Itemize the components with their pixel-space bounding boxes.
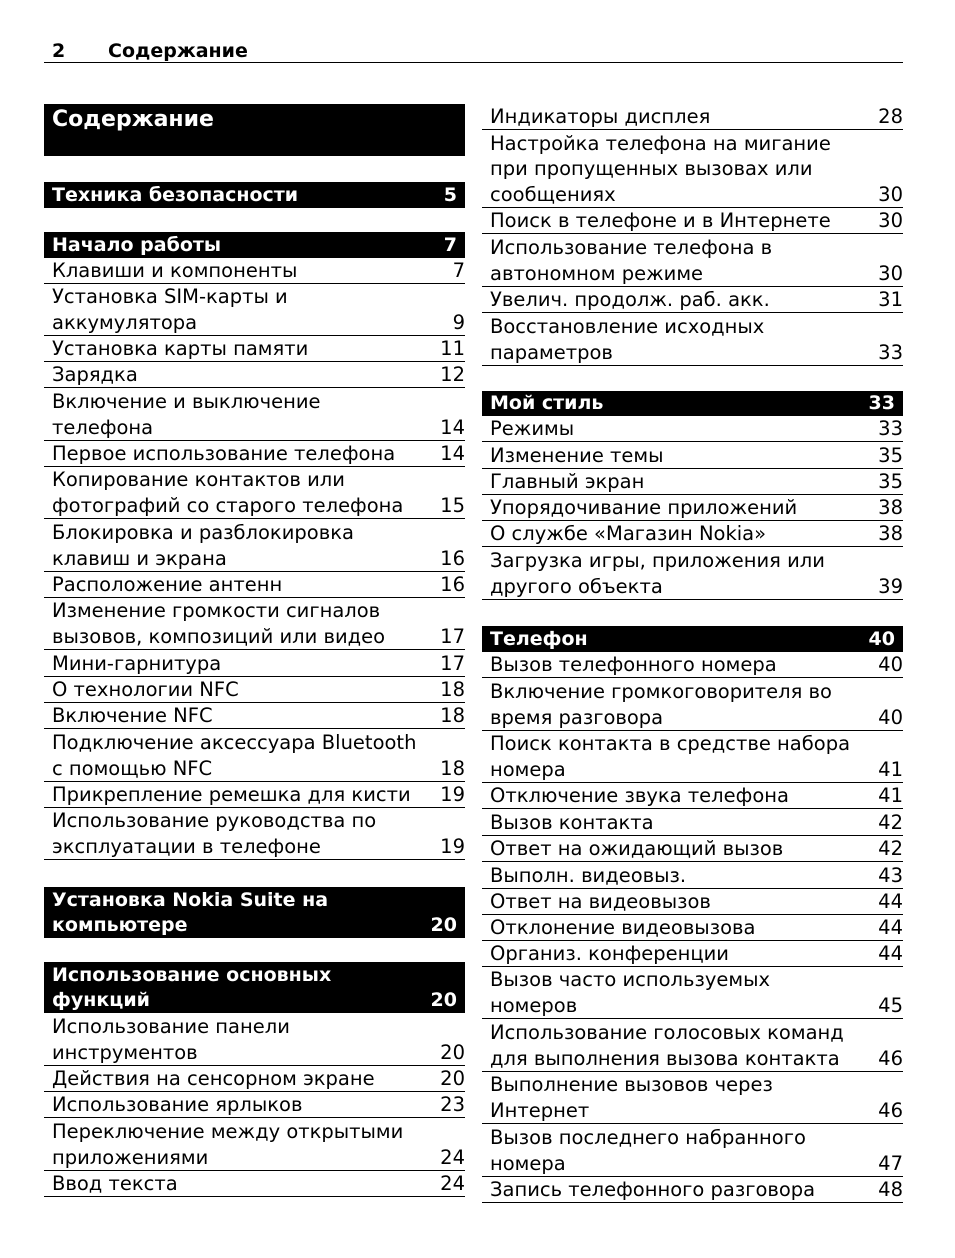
- toc-entry-title: Копирование контактов или фотографий со старого телефона: [52, 468, 404, 517]
- toc-entry[interactable]: [482, 836, 903, 862]
- toc-entry[interactable]: [44, 258, 465, 284]
- toc-entry[interactable]: [482, 234, 903, 287]
- toc-page-number: 28: [878, 104, 903, 128]
- toc-page-number: 7: [443, 234, 457, 256]
- toc-title: Содержание: [44, 104, 465, 156]
- toc-page-number: 23: [440, 1092, 465, 1116]
- toc-page-number: 33: [878, 416, 903, 440]
- toc-entry-title: Вызов телефонного номера: [490, 652, 777, 676]
- toc-entry-title: Поиск контакта в средстве набора номера: [490, 732, 851, 781]
- toc-page-number: 46: [878, 1098, 903, 1122]
- toc-entry-title: Включение NFC: [52, 703, 213, 727]
- toc-entry[interactable]: [44, 441, 465, 467]
- page-header: [44, 38, 903, 63]
- toc-entry-title: Изменение громкости сигналов вызовов, композиций или видео: [52, 599, 386, 648]
- toc-page-number: 40: [878, 705, 903, 729]
- toc-page-number: 35: [878, 469, 903, 493]
- toc-entry[interactable]: [482, 1177, 903, 1203]
- toc-page-number: 20: [440, 1066, 465, 1090]
- toc-page-number: 16: [440, 572, 465, 596]
- toc-entry[interactable]: [44, 1092, 465, 1118]
- toc-entry-title: Мой стиль: [490, 392, 604, 414]
- toc-page-number: 33: [868, 392, 895, 414]
- toc-entry-title: Увелич. продолж. раб. акк.: [490, 287, 770, 311]
- toc-page-number: 48: [878, 1177, 903, 1201]
- toc-page-number: 19: [440, 834, 465, 858]
- toc-entry-title: О службе «Магазин Nokia»: [490, 521, 767, 545]
- toc-entry-title: Блокировка и разблокировка клавиш и экрана: [52, 521, 354, 570]
- toc-page-number: 20: [440, 1040, 465, 1064]
- toc-entry[interactable]: [482, 495, 903, 521]
- toc-entry-title: Использование руководства по эксплуатации в телефоне: [52, 809, 377, 858]
- toc-entry-title: Переключение между открытыми приложениями: [52, 1120, 404, 1169]
- toc-entry[interactable]: [44, 1171, 465, 1197]
- toc-page-number: 30: [878, 182, 903, 206]
- toc-page-number: 30: [878, 261, 903, 285]
- toc-page-number: 44: [878, 915, 903, 939]
- toc-section[interactable]: [44, 962, 465, 1013]
- toc-entry-title: Отключение звука телефона: [490, 783, 789, 807]
- toc-page-number: 31: [878, 287, 903, 311]
- toc-entry[interactable]: [482, 941, 903, 967]
- toc-entry-title: Установка Nokia Suite на компьютере: [52, 889, 329, 936]
- toc-page-number: 14: [440, 441, 465, 465]
- toc-page-number: 16: [440, 546, 465, 570]
- header-title: Содержание: [108, 40, 248, 62]
- toc-entry[interactable]: [482, 287, 903, 313]
- toc-entry-title: Использование голосовых команд для выполнения вызова контакта: [490, 1021, 844, 1070]
- toc-page-number: 30: [878, 208, 903, 232]
- toc-entry[interactable]: [44, 1066, 465, 1092]
- toc-entry[interactable]: [44, 284, 465, 336]
- toc-page-number: 12: [440, 362, 465, 386]
- toc-entry[interactable]: [482, 547, 903, 600]
- toc-entry[interactable]: [44, 519, 465, 572]
- toc-entry[interactable]: [482, 652, 903, 678]
- toc-entry-title: Отклонение видеовызова: [490, 915, 756, 939]
- toc-page-number: 41: [878, 783, 903, 807]
- toc-page-number: 45: [878, 993, 903, 1017]
- toc-entry[interactable]: [44, 598, 465, 650]
- toc-section[interactable]: [482, 626, 903, 652]
- toc-entry-title: Включение и выключение телефона: [52, 390, 321, 439]
- toc-entry-title: Запись телефонного разговора: [490, 1177, 816, 1201]
- toc-entry[interactable]: [482, 731, 903, 783]
- toc-page-number: 20: [430, 914, 457, 936]
- toc-entry[interactable]: [44, 572, 465, 598]
- toc-entry-title: Загрузка игры, приложения или другого объекта: [490, 549, 825, 598]
- toc-entry-title: Организ. конференции: [490, 941, 729, 965]
- toc-page-number: 42: [878, 836, 903, 860]
- toc-entry[interactable]: [482, 967, 903, 1019]
- toc-entry-title: Прикрепление ремешка для кисти: [52, 782, 411, 806]
- toc-entry[interactable]: [44, 1118, 465, 1171]
- toc-entry[interactable]: [482, 783, 903, 809]
- toc-section[interactable]: [44, 182, 465, 208]
- toc-entry[interactable]: [44, 703, 465, 729]
- toc-entry-title: Настройка телефона на мигание при пропущенных вызовах или сообщениях: [490, 131, 831, 206]
- toc-entry-title: Поиск в телефоне и в Интернете: [490, 208, 831, 232]
- toc-entry-title: Клавиши и компоненты: [52, 258, 298, 282]
- toc-entry-title: Ответ на ожидающий вызов: [490, 836, 784, 860]
- toc-column-right: [482, 104, 903, 1203]
- toc-entry-title: О технологии NFC: [52, 677, 239, 701]
- toc-entry[interactable]: [44, 467, 465, 519]
- toc-page-number: 38: [878, 495, 903, 519]
- toc-page-number: 43: [878, 863, 903, 887]
- toc-entry-title: Зарядка: [52, 362, 138, 386]
- toc-page-number: 40: [878, 652, 903, 676]
- toc-entry[interactable]: [44, 1013, 465, 1066]
- toc-page-number: 14: [440, 415, 465, 439]
- toc-entry[interactable]: [482, 862, 903, 889]
- toc-page-number: 18: [440, 756, 465, 780]
- toc-page-number: 44: [878, 941, 903, 965]
- toc-page-number: 19: [440, 782, 465, 806]
- toc-page-number: 44: [878, 889, 903, 913]
- toc-section[interactable]: [44, 887, 465, 938]
- toc-page-number: 18: [440, 677, 465, 701]
- toc-entry-title: Вызов контакта: [490, 810, 654, 834]
- toc-column-left: [44, 104, 465, 1197]
- toc-entry-title: Индикаторы дисплея: [490, 104, 711, 128]
- toc-entry-title: Использование основных функций: [52, 964, 332, 1011]
- toc-entry-title: Вызов часто используемых номеров: [490, 968, 771, 1017]
- toc-page-number: 5: [443, 184, 457, 206]
- toc-page-number: 33: [878, 340, 903, 364]
- toc-entry-title: Выполнение вызовов через Интернет: [490, 1073, 773, 1122]
- toc-page-number: 15: [440, 493, 465, 517]
- toc-page-number: 40: [868, 628, 895, 650]
- toc-entry[interactable]: [482, 1124, 903, 1177]
- toc-entry-title: Использование ярлыков: [52, 1092, 303, 1116]
- toc-entry-title: Изменение темы: [490, 443, 664, 467]
- toc-entry-title: Главный экран: [490, 469, 645, 493]
- toc-page-number: 39: [878, 574, 903, 598]
- toc-page-number: 17: [440, 651, 465, 675]
- toc-page-number: 38: [878, 521, 903, 545]
- toc-entry-title: Установка карты памяти: [52, 336, 309, 360]
- toc-entry-title: Выполн. видеовыз.: [490, 863, 687, 887]
- toc-entry[interactable]: [482, 130, 903, 208]
- toc-entry[interactable]: [482, 915, 903, 941]
- toc-entry-title: Действия на сенсорном экране: [52, 1066, 375, 1090]
- toc-page-number: 18: [440, 703, 465, 727]
- toc-entry[interactable]: [482, 313, 903, 366]
- toc-entry-title: Использование телефона в автономном режиме: [490, 236, 773, 285]
- toc-entry[interactable]: [482, 1019, 903, 1072]
- toc-section[interactable]: [44, 232, 465, 258]
- toc-page-number: 24: [440, 1145, 465, 1169]
- toc-entry[interactable]: [482, 469, 903, 495]
- toc-entry-title: Включение громкоговорителя во время разговора: [490, 680, 832, 729]
- toc-entry[interactable]: [44, 808, 465, 860]
- toc-entry[interactable]: [482, 104, 903, 130]
- toc-entry-title: Режимы: [490, 416, 575, 440]
- toc-entry-title: Использование панели инструментов: [52, 1015, 290, 1064]
- toc-page-number: 17: [440, 624, 465, 648]
- toc-entry[interactable]: [482, 889, 903, 915]
- toc-entry-title: Ввод текста: [52, 1171, 178, 1195]
- toc-page-number: 35: [878, 443, 903, 467]
- toc-entry[interactable]: [482, 416, 903, 442]
- toc-entry[interactable]: [482, 208, 903, 234]
- toc-page-number: 9: [452, 310, 465, 334]
- toc-page-number: 11: [440, 336, 465, 360]
- toc-entry[interactable]: [44, 336, 465, 362]
- toc-entry[interactable]: [44, 650, 465, 677]
- toc-entry[interactable]: [482, 809, 903, 836]
- toc-page-number: 7: [452, 258, 465, 282]
- toc-entry-title: Техника безопасности: [52, 184, 299, 206]
- toc-entry-title: Ответ на видеовызов: [490, 889, 711, 913]
- toc-entry[interactable]: [44, 362, 465, 388]
- toc-entry-title: Телефон: [490, 628, 588, 650]
- toc-entry[interactable]: [482, 678, 903, 731]
- toc-entry-title: Вызов последнего набранного номера: [490, 1126, 806, 1175]
- toc-entry-title: Восстановление исходных параметров: [490, 315, 765, 364]
- toc-page-number: 24: [440, 1171, 465, 1195]
- toc-page-number: 46: [878, 1046, 903, 1070]
- toc-entry-title: Мини-гарнитура: [52, 651, 222, 675]
- toc-page-number: 20: [430, 989, 457, 1011]
- toc-entry[interactable]: [482, 1072, 903, 1124]
- toc-page-number: 41: [878, 757, 903, 781]
- toc-entry[interactable]: [44, 729, 465, 782]
- toc-entry-title: Установка SIM-карты и аккумулятора: [52, 285, 288, 334]
- toc-entry[interactable]: [44, 782, 465, 808]
- toc-entry-title: Подключение аксессуара Bluetooth с помощью NFC: [52, 731, 417, 780]
- toc-entry[interactable]: [44, 677, 465, 703]
- toc-entry[interactable]: [482, 521, 903, 547]
- toc-entry-title: Начало работы: [52, 234, 222, 256]
- toc-entry-title: Первое использование телефона: [52, 441, 396, 465]
- page-number: 2: [52, 40, 66, 62]
- toc-section[interactable]: [482, 391, 903, 416]
- toc-entry[interactable]: [44, 388, 465, 441]
- toc-page-number: 42: [878, 810, 903, 834]
- toc-page-number: 47: [878, 1151, 903, 1175]
- toc-entry-title: Расположение антенн: [52, 572, 283, 596]
- toc-entry-title: Упорядочивание приложений: [490, 495, 798, 519]
- toc-entry[interactable]: [482, 442, 903, 469]
